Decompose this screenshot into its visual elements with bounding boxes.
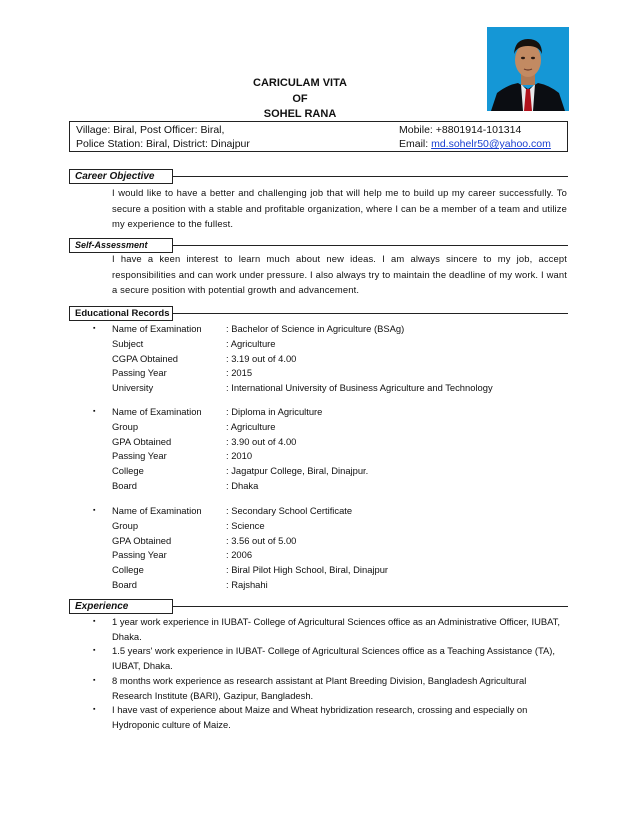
email-label: Email: [399, 138, 432, 150]
education-field-value: : Agriculture [226, 337, 276, 349]
education-bullet: ▪ [93, 507, 96, 514]
education-field-label: Board [112, 480, 138, 491]
education-field-value: : Rajshahi [226, 579, 268, 590]
educational-records-rule [173, 313, 568, 314]
email-line [399, 137, 551, 151]
education-field-value: : Agriculture [226, 420, 276, 432]
education-field-label: College [112, 465, 144, 477]
experience-heading: Experience [69, 599, 173, 614]
education-field-label: Name of Examination [112, 406, 202, 417]
education-field-label: Group [112, 519, 139, 531]
education-field-label: Passing Year [112, 367, 167, 379]
experience-bullet: ▪ [93, 677, 96, 684]
education-field-label: GPA Obtained [112, 435, 172, 447]
education-field-value: : 2015 [226, 367, 253, 379]
education-field-value: : Bachelor of Science in Agriculture (BSAg) [226, 323, 405, 334]
profile-photo [487, 27, 569, 111]
address-line-2: Police Station: Biral, District: Dinajpur [76, 138, 250, 150]
education-field-value: : Secondary School Certificate [226, 505, 353, 516]
experience-item: I have vast of experience about Maize and Wheat hybridization research, crossing and especially on Hydroponic culture of Maize. [112, 704, 528, 730]
career-objective-rule [173, 176, 568, 177]
education-field-label: CGPA Obtained [112, 352, 179, 364]
education-field-value: : International University of Business Agriculture and Technology [226, 382, 493, 394]
education-field-value: : 3.19 out of 4.00 [226, 352, 297, 364]
education-bullet: ▪ [93, 408, 96, 415]
self-assessment-text: I have a keen interest to learn much about new ideas. I am always sincere to my job, accept responsibilities and can work under pressure. I also always try to maintain the deadline of my work. I want a secure position with potential growth and advancement. [112, 253, 567, 295]
contact-box [69, 121, 568, 152]
education-field-value: : 2010 [226, 450, 253, 462]
education-field-value: : 3.56 out of 5.00 [226, 534, 297, 546]
career-objective-text: I would like to have a better and challenging job that will help me to build up my career successfully. To secure a position with a stable and profitable organization, where I can be a member of a team and utilize my experience to the fullest. [112, 187, 567, 229]
experience-bullet: ▪ [93, 706, 96, 713]
experience-bullet: ▪ [93, 618, 96, 625]
education-field-value: : Dhaka [226, 480, 259, 491]
education-field-value: : Biral Pilot High School, Biral, Dinajpur [226, 564, 389, 576]
education-field-label: Subject [112, 337, 144, 349]
education-field-label: GPA Obtained [112, 534, 172, 546]
education-field-label: Board [112, 579, 138, 590]
career-objective-heading: Career Objective [69, 169, 173, 184]
experience-bullet: ▪ [93, 647, 96, 654]
self-assessment-rule [173, 245, 568, 246]
education-field-label: University [112, 382, 154, 394]
educational-records-heading: Educational Records [69, 306, 173, 321]
email-link[interactable]: md.sohelr50@yahoo.com [431, 138, 551, 150]
self-assessment-heading: Self-Assessment [69, 238, 173, 253]
experience-rule [173, 606, 568, 607]
education-field-label: Passing Year [112, 450, 167, 462]
education-field-value: : Diploma in Agriculture [226, 406, 323, 417]
address-line-1: Village: Biral, Post Officer: Biral, [76, 124, 225, 136]
education-field-value: : Science [226, 519, 265, 531]
education-field-value: : 2006 [226, 549, 253, 561]
experience-item: 1.5 years' work experience in IUBAT- College of Agricultural Sciences office as a Teaching Assistance (TA), IUBAT, Dhaka. [112, 645, 555, 671]
experience-item: 8 months work experience as research assistant at Plant Breeding Division, Bangladesh Agricultural Research Institute (BARI), Gazipur, Bangladesh. [112, 675, 527, 701]
education-field-label: Name of Examination [112, 505, 202, 516]
cv-title-of: OF [292, 93, 308, 105]
education-field-label: Group [112, 420, 139, 432]
cv-title: CARICULAM VITA [253, 77, 347, 89]
education-field-label: Passing Year [112, 549, 167, 561]
education-field-value: : Jagatpur College, Biral, Dinajpur. [226, 465, 369, 477]
education-field-label: College [112, 564, 144, 576]
mobile-number: Mobile: +8801914-101314 [399, 124, 522, 136]
education-bullet: ▪ [93, 325, 96, 332]
education-field-label: Name of Examination [112, 323, 202, 334]
cv-name: SOHEL RANA [263, 108, 337, 120]
education-field-value: : 3.90 out of 4.00 [226, 435, 297, 447]
experience-item: 1 year work experience in IUBAT- College of Agricultural Sciences office as an Administrative Officer, IUBAT, Dhaka. [112, 616, 560, 642]
